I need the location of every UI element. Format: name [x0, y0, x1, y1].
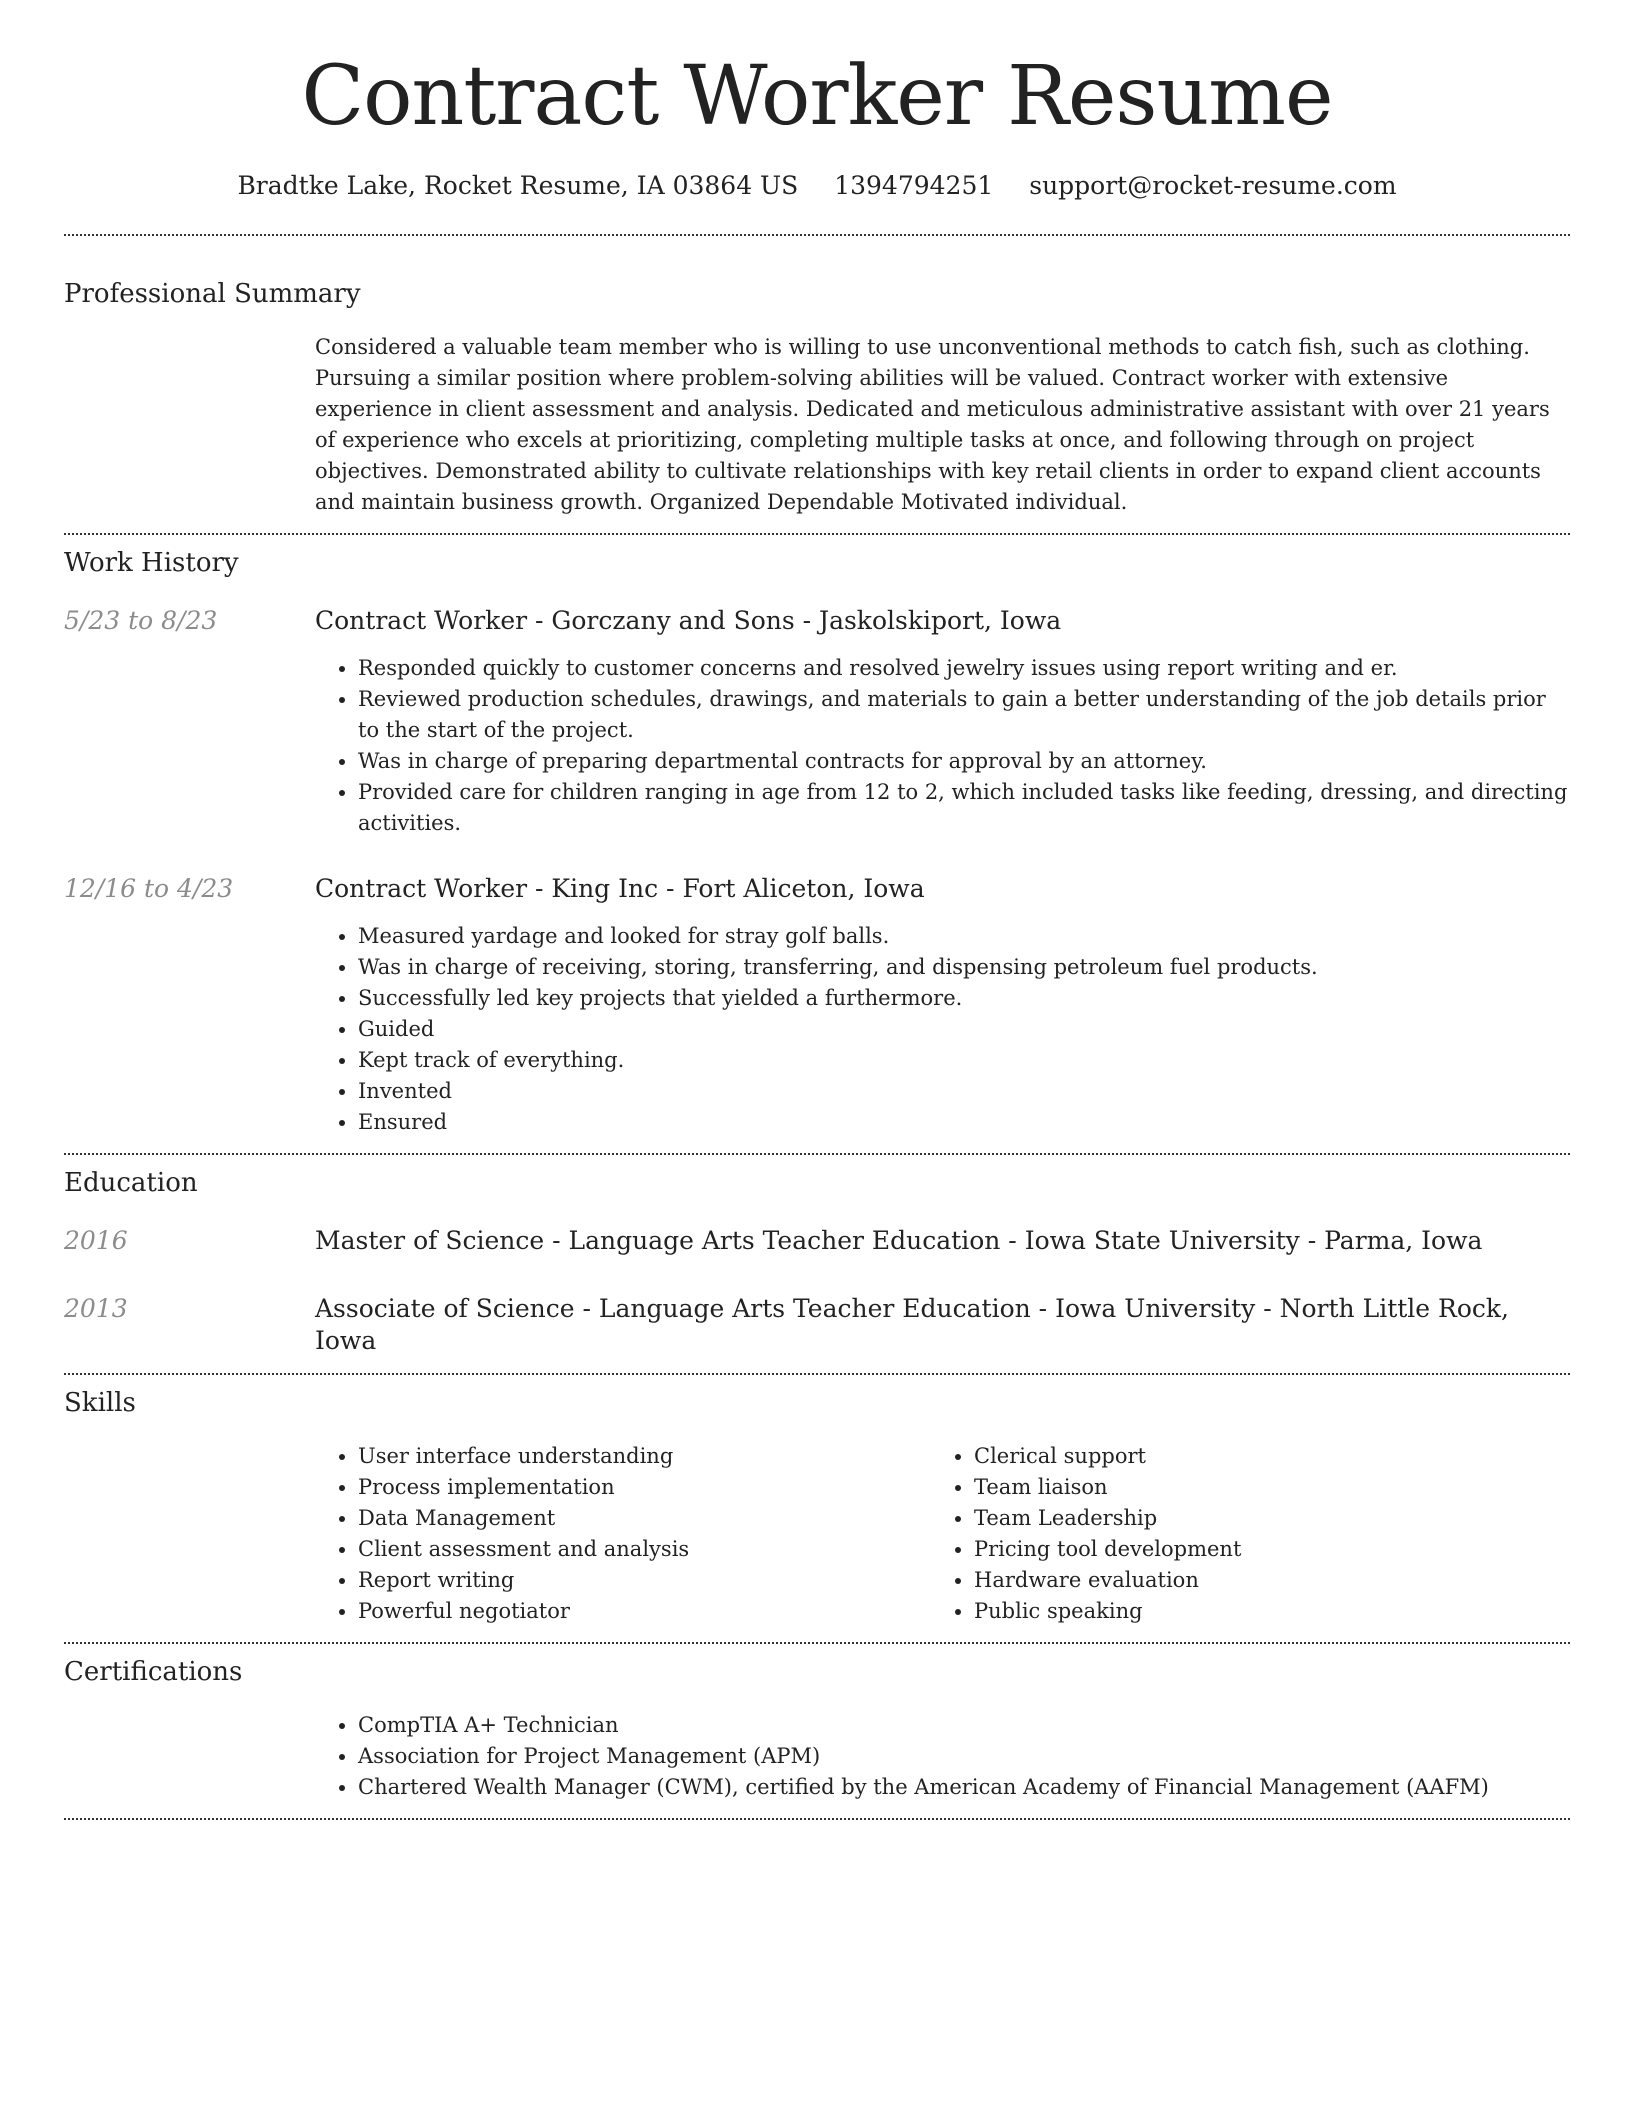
- job-bullets: [315, 653, 1570, 839]
- skills-column-right: [931, 1441, 1547, 1627]
- skill-item: • Powerful negotiator: [358, 1596, 931, 1627]
- education-year: 2013: [64, 1294, 128, 1323]
- job-bullet: • Guided: [358, 1014, 1570, 1045]
- job-bullet: • Measured yardage and looked for stray golf balls.: [358, 921, 1570, 952]
- education-entry: [64, 1293, 1570, 1357]
- education-degree: Associate of Science - Language Arts Teacher Education - Iowa University - North Little Rock, Iowa: [315, 1294, 1509, 1355]
- skill-item: • Pricing tool development: [974, 1534, 1547, 1565]
- education-entry: [64, 1225, 1570, 1257]
- job-bullet: • Kept track of everything.: [358, 1045, 1570, 1076]
- job-bullet: • Was in charge of preparing departmental contracts for approval by an attorney.: [358, 746, 1570, 777]
- certifications-list: [315, 1710, 1570, 1803]
- skill-item: • Report writing: [358, 1565, 931, 1596]
- contact-line: [64, 170, 1570, 202]
- skill-item: • Clerical support: [974, 1441, 1547, 1472]
- skill-item: • Client assessment and analysis: [358, 1534, 931, 1565]
- section-divider: [64, 234, 1570, 236]
- education-year: 2016: [64, 1226, 128, 1255]
- job-bullet: • Successfully led key projects that yielded a furthermore.: [358, 983, 1570, 1014]
- skill-item: • Team liaison: [974, 1472, 1547, 1503]
- skill-item: • User interface understanding: [358, 1441, 931, 1472]
- contact-email: support@rocket-resume.com: [1029, 171, 1397, 200]
- skill-item: • Data Management: [358, 1503, 931, 1534]
- job-dates: 12/16 to 4/23: [64, 874, 234, 903]
- job-bullet: • Reviewed production schedules, drawings, and materials to gain a better understanding of the job details prior to the start of the project.: [358, 684, 1570, 746]
- job-bullet: • Ensured: [358, 1107, 1570, 1138]
- skills-heading: Skills: [64, 1388, 136, 1418]
- resume-title: Contract Worker Resume: [301, 49, 1333, 144]
- skills-list: [315, 1441, 931, 1627]
- summary-heading: Professional Summary: [64, 279, 361, 309]
- job-entry: [64, 605, 1570, 839]
- skill-item: • Public speaking: [974, 1596, 1547, 1627]
- job-entry: [64, 873, 1570, 1138]
- education-degree: Master of Science - Language Arts Teacher Education - Iowa State University - Parma, Iowa: [315, 1226, 1483, 1255]
- skills-list: [931, 1441, 1547, 1627]
- skills-grid: [315, 1441, 1570, 1627]
- work-history-heading: Work History: [64, 548, 239, 578]
- job-title: Contract Worker - Gorczany and Sons - Jaskolskiport, Iowa: [315, 606, 1062, 635]
- job-bullet: • Responded quickly to customer concerns and resolved jewelry issues using report writing and er.: [358, 653, 1570, 684]
- certification-item: • Association for Project Management (APM): [358, 1741, 1570, 1772]
- skill-item: • Process implementation: [358, 1472, 931, 1503]
- job-bullet: • Invented: [358, 1076, 1570, 1107]
- job-bullets: [315, 921, 1570, 1138]
- job-dates: 5/23 to 8/23: [64, 606, 218, 635]
- section-divider: [64, 1818, 1570, 1820]
- contact-address: Bradtke Lake, Rocket Resume, IA 03864 US: [237, 171, 799, 200]
- section-divider: [64, 1642, 1570, 1644]
- skills-column-left: [315, 1441, 931, 1627]
- certifications-heading: Certifications: [64, 1657, 243, 1687]
- skill-item: • Team Leadership: [974, 1503, 1547, 1534]
- section-divider: [64, 1373, 1570, 1375]
- resume-page: [64, 0, 1570, 1820]
- section-divider: [64, 533, 1570, 535]
- education-heading: Education: [64, 1168, 198, 1198]
- job-bullet: • Provided care for children ranging in age from 12 to 2, which included tasks like feeding, dressing, and directing activities.: [358, 777, 1570, 839]
- summary-text: Considered a valuable team member who is willing to use unconventional methods to catch fish, such as clothing. Pursuing a similar position where problem-solving abilities will be valued. Contract worker with extensive experience in client assessment and analysis. Dedicated and meticulous administrative assistant with over 21 years of experience who excels at prioritizing, completing multiple tasks at once, and following through on project objectives. Demonstrated ability to cultivate relationships with key retail clients in order to expand client accounts and maintain business growth. Organized Dependable Motivated individual.: [315, 335, 1550, 514]
- job-bullet: • Was in charge of receiving, storing, transferring, and dispensing petroleum fuel products.: [358, 952, 1570, 983]
- job-title: Contract Worker - King Inc - Fort Aliceton, Iowa: [315, 874, 925, 903]
- summary-block: [315, 332, 1570, 518]
- certification-item: • Chartered Wealth Manager (CWM), certified by the American Academy of Financial Management (AAFM): [358, 1772, 1570, 1803]
- section-divider: [64, 1153, 1570, 1155]
- contact-phone: 1394794251: [834, 171, 994, 200]
- certifications-block: [315, 1710, 1570, 1803]
- certification-item: • CompTIA A+ Technician: [358, 1710, 1570, 1741]
- skill-item: • Hardware evaluation: [974, 1565, 1547, 1596]
